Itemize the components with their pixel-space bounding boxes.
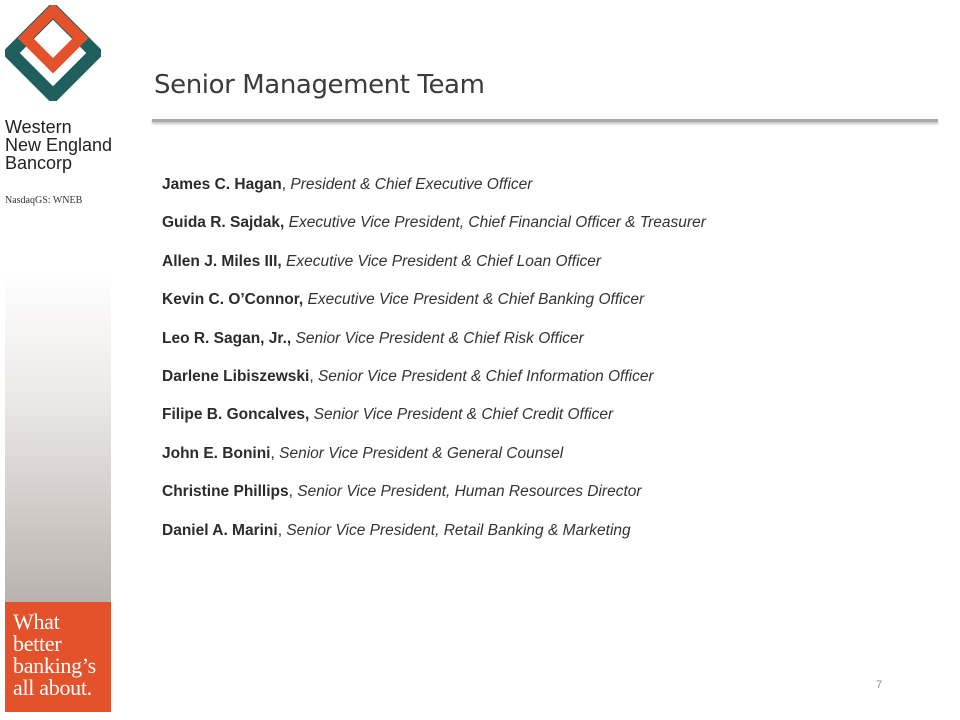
team-member-row: [162, 176, 706, 214]
tagline-line: all about.: [13, 675, 92, 700]
team-member-row: [162, 291, 706, 329]
member-separator: ,: [270, 444, 275, 462]
member-name: James C. Hagan: [162, 176, 282, 193]
member-title: Executive Vice President & Chief Loan Officer: [286, 252, 602, 270]
member-title: Senior Vice President & Chief Risk Officer: [295, 329, 584, 347]
member-title: Senior Vice President & General Counsel: [279, 444, 564, 462]
tagline-line: What: [13, 609, 60, 634]
member-title: Senior Vice President & Chief Credit Officer: [313, 406, 614, 424]
diamond-logo-icon: [5, 5, 101, 101]
team-member-row: [162, 368, 706, 406]
member-name: John E. Bonini: [162, 444, 271, 462]
member-name: Leo R. Sagan, Jr.,: [162, 329, 292, 347]
member-separator: ,: [277, 521, 283, 539]
member-separator: ,: [281, 176, 287, 193]
member-name: Daniel A. Marini: [162, 521, 278, 539]
tagline-block: [5, 602, 111, 712]
team-member-row: [162, 445, 706, 483]
page-number: 7: [876, 679, 883, 691]
member-title: Executive Vice President, Chief Financial Officer & Treasurer: [288, 214, 706, 232]
member-name: Filipe B. Goncalves,: [162, 406, 310, 424]
team-member-row: [162, 522, 706, 560]
member-name: Guida R. Sajdak,: [162, 214, 285, 232]
member-separator: ,: [309, 367, 314, 385]
member-title: Senior Vice President, Retail Banking & Marketing: [286, 521, 631, 539]
member-name: Darlene Libiszewski: [162, 367, 310, 385]
title-divider: [152, 119, 938, 122]
member-name: Kevin C. O’Connor,: [162, 291, 304, 309]
tagline-line: banking’s: [13, 653, 96, 678]
brand-name: [5, 118, 145, 172]
member-name: Christine Phillips: [162, 483, 289, 501]
member-title: Executive Vice President & Chief Banking Officer: [307, 291, 645, 309]
brand-name-line: Western: [5, 117, 72, 137]
brand-name-line: Bancorp: [5, 153, 73, 173]
team-member-row: [162, 330, 706, 368]
team-member-row: [162, 483, 706, 521]
team-member-row: [162, 406, 706, 444]
sidebar-gradient-band: [5, 270, 111, 603]
member-title: President & Chief Executive Officer: [290, 176, 533, 193]
member-title: Senior Vice President, Human Resources Director: [297, 483, 642, 501]
member-name: Allen J. Miles III,: [162, 252, 282, 270]
page-title: Senior Management Team: [154, 70, 485, 100]
brand-name-line: New England: [5, 135, 113, 155]
tagline-line: better: [13, 631, 62, 656]
team-member-row: [162, 253, 706, 291]
member-title: Senior Vice President & Chief Information Officer: [317, 367, 654, 385]
member-separator: ,: [288, 483, 293, 501]
team-member-row: [162, 214, 706, 252]
team-list: [162, 176, 706, 560]
ticker-symbol: NasdaqGS: WNEB: [5, 195, 83, 206]
